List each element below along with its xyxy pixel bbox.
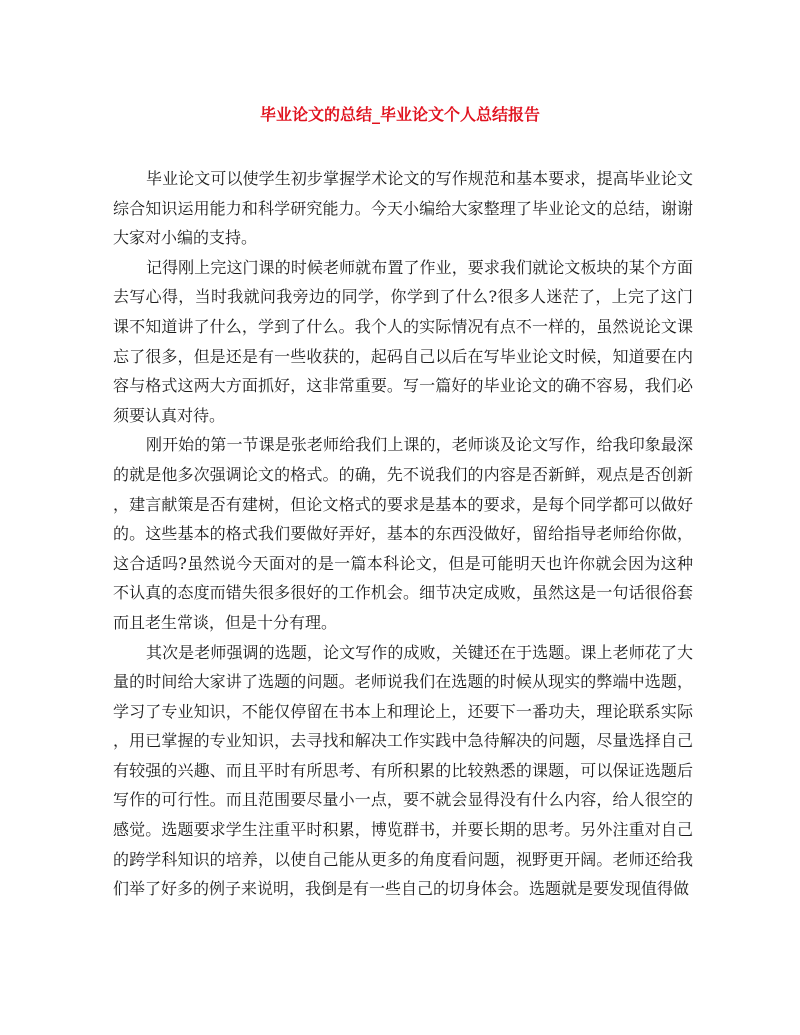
paragraph-line: 刚开始的第一节课是张老师给我们上课的，老师谈及论文写作，给我印象最深 [146, 435, 693, 455]
document-title: 毕业论文的总结_毕业论文个人总结报告 [259, 105, 540, 124]
paragraph-line: 大家对小编的支持。 [113, 228, 258, 248]
paragraph-line: 量的时间给大家讲了选题的问题。老师说我们在选题的时候从现实的弊端中选题， [113, 672, 693, 692]
paragraph-line: 毕业论文可以使学生初步掌握学术论文的写作规范和基本要求，提高毕业论文 [146, 169, 693, 188]
paragraph-line: 去写心得，当时我就问我旁边的同学，你学到了什么?很多人迷茫了，上完了这门 [113, 287, 693, 307]
paragraph-line: 而且老生常谈，但是十分有理。 [113, 612, 338, 632]
paragraph-line: 综合知识运用能力和科学研究能力。今天小编给大家整理了毕业论文的总结，谢谢 [113, 198, 693, 218]
paragraph-line: 们举了好多的例子来说明，我倒是有一些自己的切身体会。选题就是要发现值得做 [113, 879, 690, 899]
paragraph-line: ，用已掌握的专业知识，去寻找和解决工作实践中急待解决的问题，尽量选择自己 [113, 731, 693, 751]
paragraph-line: 容与格式这两大方面抓好，这非常重要。写一篇好的毕业论文的确不容易，我们必 [113, 376, 693, 396]
paragraph-line: 的跨学科知识的培养，以使自己能从更多的角度看问题，视野更开阔。老师还给我 [113, 849, 693, 869]
paragraph-line: 忘了很多，但是还是有一些收获的，起码自己以后在写毕业论文时候，知道要在内 [113, 346, 693, 366]
paragraph-line: 学习了专业知识，不能仅停留在书本上和理论上，还要下一番功夫，理论联系实际 [113, 701, 693, 721]
paragraph-line: 有较强的兴趣、而且平时有所思考、有所积累的比较熟悉的课题，可以保证选题后 [113, 760, 693, 780]
paragraph-line: 不认真的态度而错失很多很好的工作机会。细节决定成败，虽然这是一句话很俗套 [113, 583, 693, 603]
paragraph-line: 其次是老师强调的选题，论文写作的成败，关键还在于选题。课上老师花了大 [146, 642, 693, 662]
paragraph-line: 写作的可行性。而且范围要尽量小一点，要不就会显得没有什么内容，给人很空的 [113, 790, 693, 810]
paragraph [113, 164, 693, 253]
paragraph-line: 这合适吗?虽然说今天面对的是一篇本科论文，但是可能明天也许你就会因为这种 [113, 553, 693, 573]
paragraph-line: 感觉。选题要求学生注重平时积累，博览群书，并要长期的思考。另外注重对自己 [113, 820, 693, 840]
paragraph [113, 253, 693, 431]
document-body [113, 164, 693, 904]
paragraph [113, 430, 693, 637]
paragraph-line: 的就是他多次强调论文的格式。的确，先不说我们的内容是否新鲜，观点是否创新 [113, 464, 693, 484]
paragraph [113, 638, 693, 904]
paragraph-line: 须要认真对待。 [113, 405, 226, 425]
paragraph-line: ，建言献策是否有建树，但论文格式的要求是基本的要求，是每个同学都可以做好 [113, 494, 693, 514]
paragraph-line: 课不知道讲了什么，学到了什么。我个人的实际情况有点不一样的，虽然说论文课 [113, 316, 693, 336]
paragraph-line: 记得刚上完这门课的时候老师就布置了作业，要求我们就论文板块的某个方面 [146, 257, 693, 277]
paragraph-line: 的。这些基本的格式我们要做好弄好，基本的东西没做好，留给指导老师给你做， [113, 524, 693, 544]
